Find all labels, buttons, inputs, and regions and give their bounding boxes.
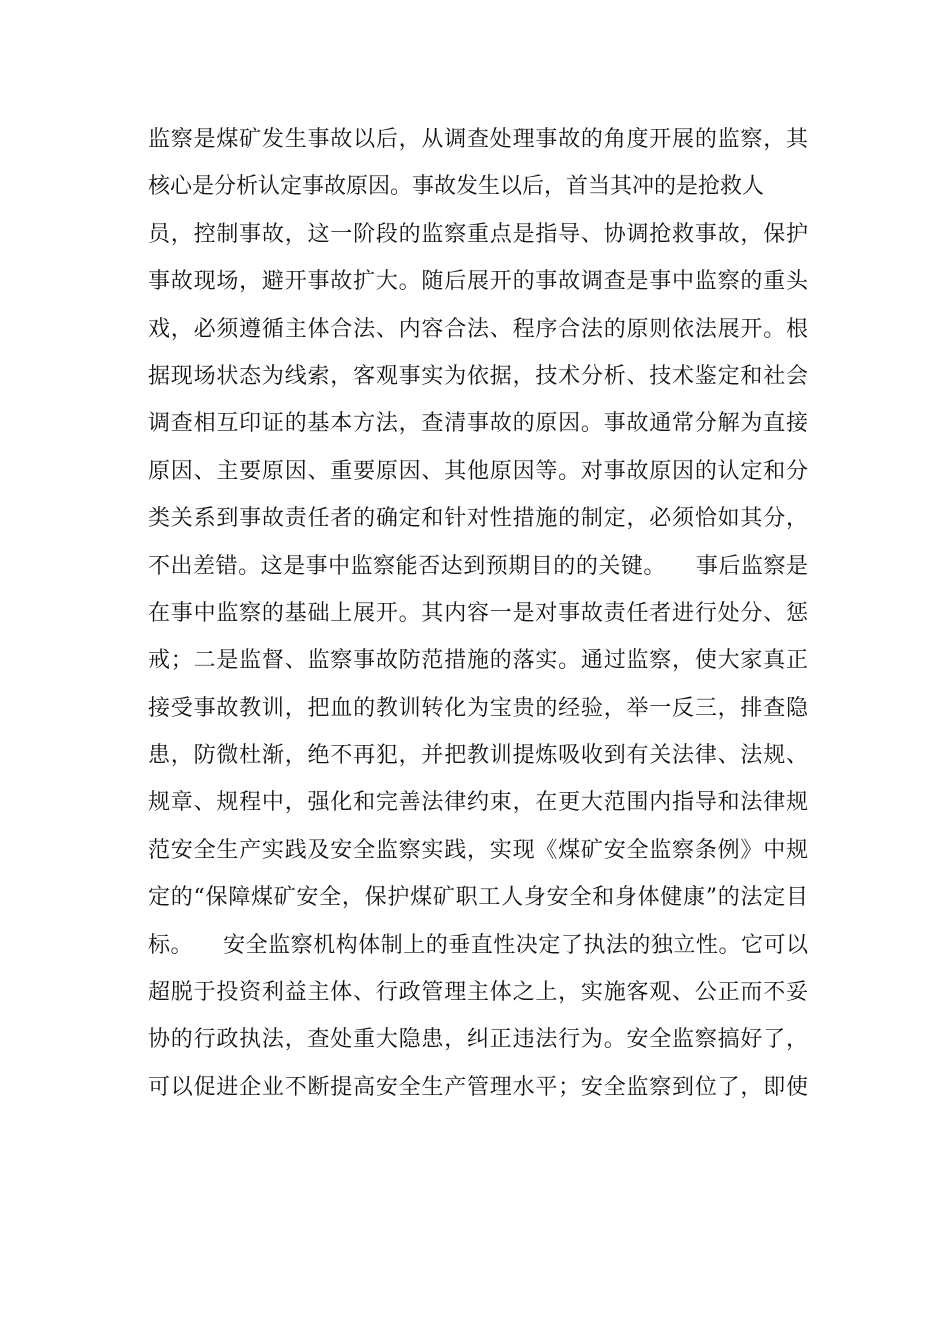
text-line: 戒；二是监督、监察事故防范措施的落实。通过监察，使大家真正 (148, 648, 808, 674)
text-line: 协的行政执法，查处重大隐患，纠正违法行为。安全监察搞好了， (148, 1027, 808, 1053)
text-line: 范安全生产实践及安全监察实践，实现《煤矿安全监察条例》中规 (148, 837, 808, 863)
text-line: 戏，必须遵循主体合法、内容合法、程序合法的原则依法展开。根 (148, 316, 808, 342)
text-line: 患，防微杜渐，绝不再犯，并把教训提炼吸收到有关法律、法规、 (148, 743, 808, 769)
text-line: 在事中监察的基础上展开。其内容一是对事故责任者进行处分、惩 (148, 600, 808, 626)
text-line: 超脱于投资利益主体、行政管理主体之上，实施客观、公正而不妥 (148, 980, 808, 1006)
text-line: 不出差错。这是事中监察能否达到预期目的的关键。 事后监察是 (148, 553, 808, 579)
text-line: 据现场状态为线索，客观事实为依据，技术分析、技术鉴定和社会 (148, 363, 808, 389)
text-line: 规章、规程中，强化和完善法律约束，在更大范围内指导和法律规 (148, 790, 808, 816)
text-line: 接受事故教训，把血的教训转化为宝贵的经验，举一反三，排查隐 (148, 695, 808, 721)
text-line: 可以促进企业不断提高安全生产管理水平；安全监察到位了，即使 (148, 1074, 808, 1100)
text-line: 事故现场，避开事故扩大。随后展开的事故调查是事中监察的重头 (148, 269, 808, 295)
text-line: 调查相互印证的基本方法，查清事故的原因。事故通常分解为直接 (148, 411, 808, 437)
text-line: 监察是煤矿发生事故以后，从调查处理事故的角度开展的监察，其 (148, 127, 808, 152)
text-line: 标。 安全监察机构体制上的垂直性决定了执法的独立性。它可以 (148, 932, 808, 958)
text-line: 定的“保障煤矿安全，保护煤矿职工人身安全和身体健康”的法定目 (148, 885, 808, 911)
text-line: 原因、主要原因、重要原因、其他原因等。对事故原因的认定和分 (148, 458, 808, 484)
text-line: 核心是分析认定事故原因。事故发生以后，首当其冲的是抢救人 (148, 174, 765, 200)
text-line: 类关系到事故责任者的确定和针对性措施的制定，必须恰如其分， (148, 506, 808, 532)
body-paragraph (148, 116, 808, 1111)
text-line: 员，控制事故，这一阶段的监察重点是指导、协调抢救事故，保护 (148, 221, 808, 247)
